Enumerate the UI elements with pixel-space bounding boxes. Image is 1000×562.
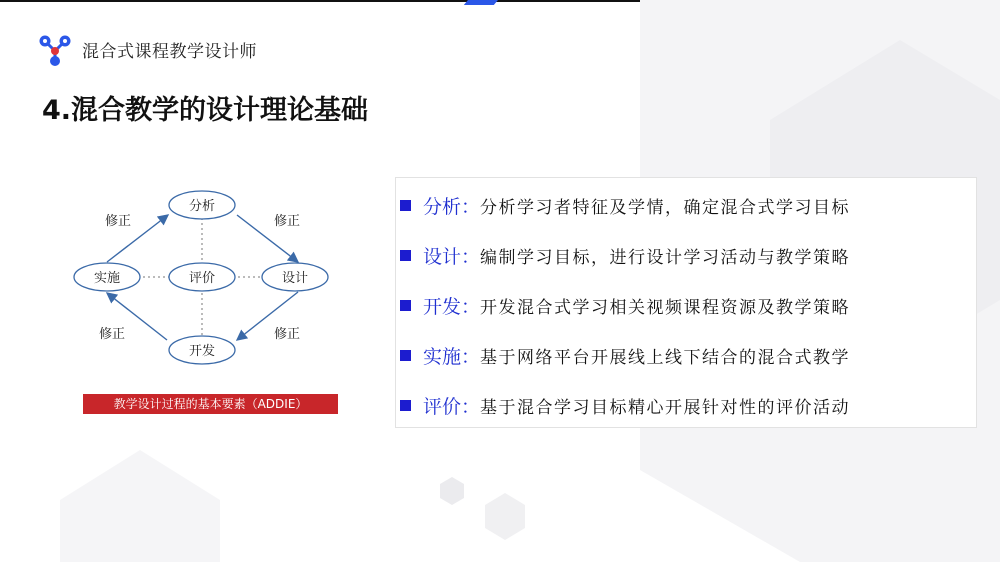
item-text: 基于网络平台开展线上线下结合的混合式教学 xyxy=(480,347,851,368)
list-item xyxy=(400,290,850,320)
node-design-label: 设计 xyxy=(281,271,309,286)
item-term: 评价 xyxy=(423,395,462,418)
square-bullet-icon xyxy=(400,300,411,311)
item-text: 基于混合学习目标精心开展针对性的评价活动 xyxy=(480,397,851,418)
node-implement-label: 实施 xyxy=(93,271,121,286)
item-term: 开发 xyxy=(423,295,462,318)
square-bullet-icon xyxy=(400,250,411,261)
node-analysis-label: 分析 xyxy=(188,199,216,214)
item-separator: ： xyxy=(461,345,481,368)
node-evaluate-label: 评价 xyxy=(188,271,216,286)
list-item xyxy=(400,190,850,220)
item-term: 分析 xyxy=(423,195,462,218)
edge-label-bottom-left: 修正 xyxy=(98,327,126,342)
item-text: 编制学习目标，进行设计学习活动与教学策略 xyxy=(480,247,851,268)
content-panel xyxy=(395,177,977,428)
item-separator: ： xyxy=(461,395,481,418)
diagram-caption: 教学设计过程的基本要素（ADDIE） xyxy=(83,394,338,414)
list-item xyxy=(400,340,850,370)
item-separator: ： xyxy=(461,245,481,268)
edge-label-top-right: 修正 xyxy=(273,214,301,229)
square-bullet-icon xyxy=(400,200,411,211)
brand-name: 混合式课程教学设计师 xyxy=(82,42,257,62)
item-term: 实施 xyxy=(423,345,462,368)
item-separator: ： xyxy=(461,295,481,318)
item-text: 分析学习者特征及学情，确定混合式学习目标 xyxy=(480,197,851,218)
square-bullet-icon xyxy=(400,350,411,361)
edge-label-bottom-right: 修正 xyxy=(273,327,301,342)
item-text: 开发混合式学习相关视频课程资源及教学策略 xyxy=(480,297,851,318)
item-separator: ： xyxy=(461,195,481,218)
edge-label-top-left: 修正 xyxy=(104,214,132,229)
item-term: 设计 xyxy=(423,245,462,268)
addie-diagram xyxy=(55,180,355,380)
node-develop-label: 开发 xyxy=(188,344,216,359)
page-title: 4.混合教学的设计理论基础 xyxy=(42,95,369,126)
molecule-logo-icon xyxy=(38,33,72,67)
list-item xyxy=(400,240,850,270)
square-bullet-icon xyxy=(400,400,411,411)
list-item xyxy=(400,390,850,420)
